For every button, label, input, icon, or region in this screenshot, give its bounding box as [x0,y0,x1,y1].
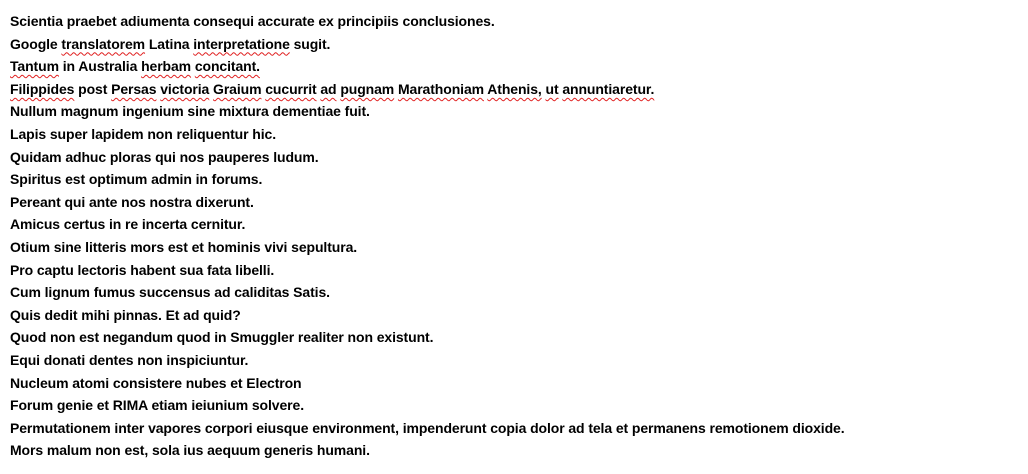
word: accurate [257,13,315,29]
text-line [10,439,1022,462]
word: non [147,125,173,142]
word: inter [114,419,145,436]
word: admin [151,171,192,188]
word: sepultura. [291,238,358,255]
word: pinnas. [113,306,162,323]
word: dixerunt. [195,193,254,210]
word: est [65,171,86,188]
word: ad [214,284,231,301]
word: est [167,238,188,255]
word: Equi [10,351,40,368]
word: super [49,125,88,142]
text-line [10,100,1022,123]
text-line [10,259,1022,282]
word: humani. [316,442,370,459]
misspelled-word: Filippides [10,80,75,97]
word: fumus [93,284,136,301]
word: Scientia [10,13,63,29]
word: consistere [112,374,182,391]
text-line [10,146,1022,169]
word: malum [46,442,92,459]
word: certus [63,216,106,233]
word: incerta [141,216,188,233]
word: sola [151,442,180,459]
word: ius [183,442,204,459]
word: ante [88,193,118,210]
word: Mors [10,442,44,459]
word: Smuggler [230,329,295,346]
word: est, [124,442,149,459]
word: ad [568,419,585,436]
word: sua [179,261,204,278]
word: Nucleum [10,374,69,391]
word: reliquentur [176,125,249,142]
word: succensus [139,284,211,301]
word: sine [53,238,82,255]
text-line [10,55,1022,78]
word: re [125,216,139,233]
word: et [96,397,109,414]
word: qui [64,193,86,210]
misspelled-word: concitant. [194,58,260,75]
word: Amicus [10,216,60,233]
word: Quidam [10,148,62,165]
word: ieiunium [191,397,249,414]
word: habent [130,261,176,278]
word: Et [165,306,180,323]
word: dioxide. [792,419,845,436]
word: quod [176,329,211,346]
word: ploras [109,148,152,165]
misspelled-word: translatorem [61,35,146,52]
word: est [79,329,100,346]
word: etiam [151,397,188,414]
word: fata [207,261,232,278]
word: eiusque [256,419,309,436]
word: vapores [148,419,202,436]
misspelled-word: Tantum [10,58,59,75]
word: forums. [211,171,263,188]
word: in [109,216,122,233]
word: donati [43,351,86,368]
misspelled-word: cucurrit [265,80,317,97]
word: existunt. [376,329,434,346]
word: principiis [337,13,399,29]
misspelled-word: annuntiaretur. [562,80,655,97]
text-line [10,304,1022,327]
word: Pro [10,261,34,278]
word: Otium [10,238,50,255]
text-line [10,236,1022,259]
word: nos [121,193,146,210]
word: Lapis [10,125,47,142]
word: solvere. [251,397,304,414]
word: dentes [88,351,134,368]
word: ad [183,306,200,323]
word: Pereant [10,193,61,210]
word: libelli. [235,261,275,278]
word: Australia [78,58,138,75]
word: non [137,351,163,368]
word: ex [318,13,334,29]
word: dolor [530,419,565,436]
word: aequum [207,442,261,459]
word: post [78,80,108,97]
word: Quis [10,306,41,323]
word: non [95,442,121,459]
text-line [10,349,1022,372]
word: copia [490,419,527,436]
word: sugit. [293,35,331,52]
text-line [10,33,1022,56]
word: Google [10,35,58,52]
text-line [10,326,1022,349]
word: Quod [10,329,47,346]
word: pauperes [207,148,270,165]
text-line [10,191,1022,214]
word: nubes [185,374,227,391]
word: litteris [85,238,127,255]
word: mors [130,238,165,255]
word: in [195,171,208,188]
word: caliditas [234,284,290,301]
word: magnum [60,103,119,120]
word: qui [155,148,176,165]
word: lignum [44,284,90,301]
word: et [191,238,204,255]
word: generis [264,442,314,459]
word: Electron [246,374,302,391]
text-line [10,394,1022,417]
word: et [230,374,243,391]
text-line [10,372,1022,395]
word: RIMA [112,397,148,414]
word: vivi [264,238,288,255]
word: ludum. [273,148,319,165]
word: lectoris [77,261,127,278]
misspelled-word: Persas [111,80,157,97]
text-line [10,213,1022,236]
word: remotionem [709,419,789,436]
word: hic. [252,125,277,142]
word: inspiciuntur. [166,351,249,368]
word: atomi [72,374,110,391]
word: et [615,419,629,436]
word: in [62,58,75,75]
misspelled-word: herbam [141,58,192,75]
word: fuit. [344,103,370,120]
word: conclusiones. [402,13,495,29]
word: non [49,329,76,346]
misspelled-word: ut [545,80,559,97]
word: adhuc [65,148,107,165]
word: quid? [203,306,241,323]
misspelled-word: Graium [213,80,262,97]
text-line [10,168,1022,191]
word: mixtura [218,103,269,120]
word: non [347,329,373,346]
word: genie [56,397,93,414]
word: optimum [88,171,148,188]
word: impenderunt [402,419,487,436]
misspelled-word: victoria [160,80,210,97]
word: captu [36,261,74,278]
text-line [10,123,1022,146]
word: negandum [102,329,173,346]
word: mihi [81,306,110,323]
word: Latina [148,35,190,52]
word: dedit [44,306,78,323]
word: corpori [204,419,253,436]
misspelled-word: Marathoniam [397,80,484,97]
misspelled-word: pugnam [340,80,395,97]
word: Cum [10,284,41,301]
misspelled-word: interpretatione [193,35,290,52]
word: Nullum [10,103,57,120]
word: hominis [207,238,261,255]
misspelled-word: ad [320,80,337,97]
word: in [214,329,227,346]
word: cernitur. [190,216,246,233]
text-line [10,78,1022,101]
misspelled-word: Athenis, [487,80,542,97]
word: consequi [193,13,254,29]
word: Spiritus [10,171,62,188]
document-body [10,10,1022,462]
word: permanens [631,419,706,436]
word: dementiae [272,103,341,120]
word: praebet [66,13,117,29]
word: Forum [10,397,54,414]
word: adiumenta [120,13,190,29]
word: Permutationem [10,419,111,436]
word: lapidem [91,125,144,142]
word: nos [179,148,205,165]
word: tela [588,419,613,436]
word: ingenium [122,103,184,120]
text-line [10,417,1022,440]
text-line [10,281,1022,304]
word: sine [187,103,216,120]
word: environment, [312,419,399,436]
word: Satis. [293,284,330,301]
word: realiter [297,329,344,346]
text-line [10,10,1022,33]
word: nostra [149,193,192,210]
